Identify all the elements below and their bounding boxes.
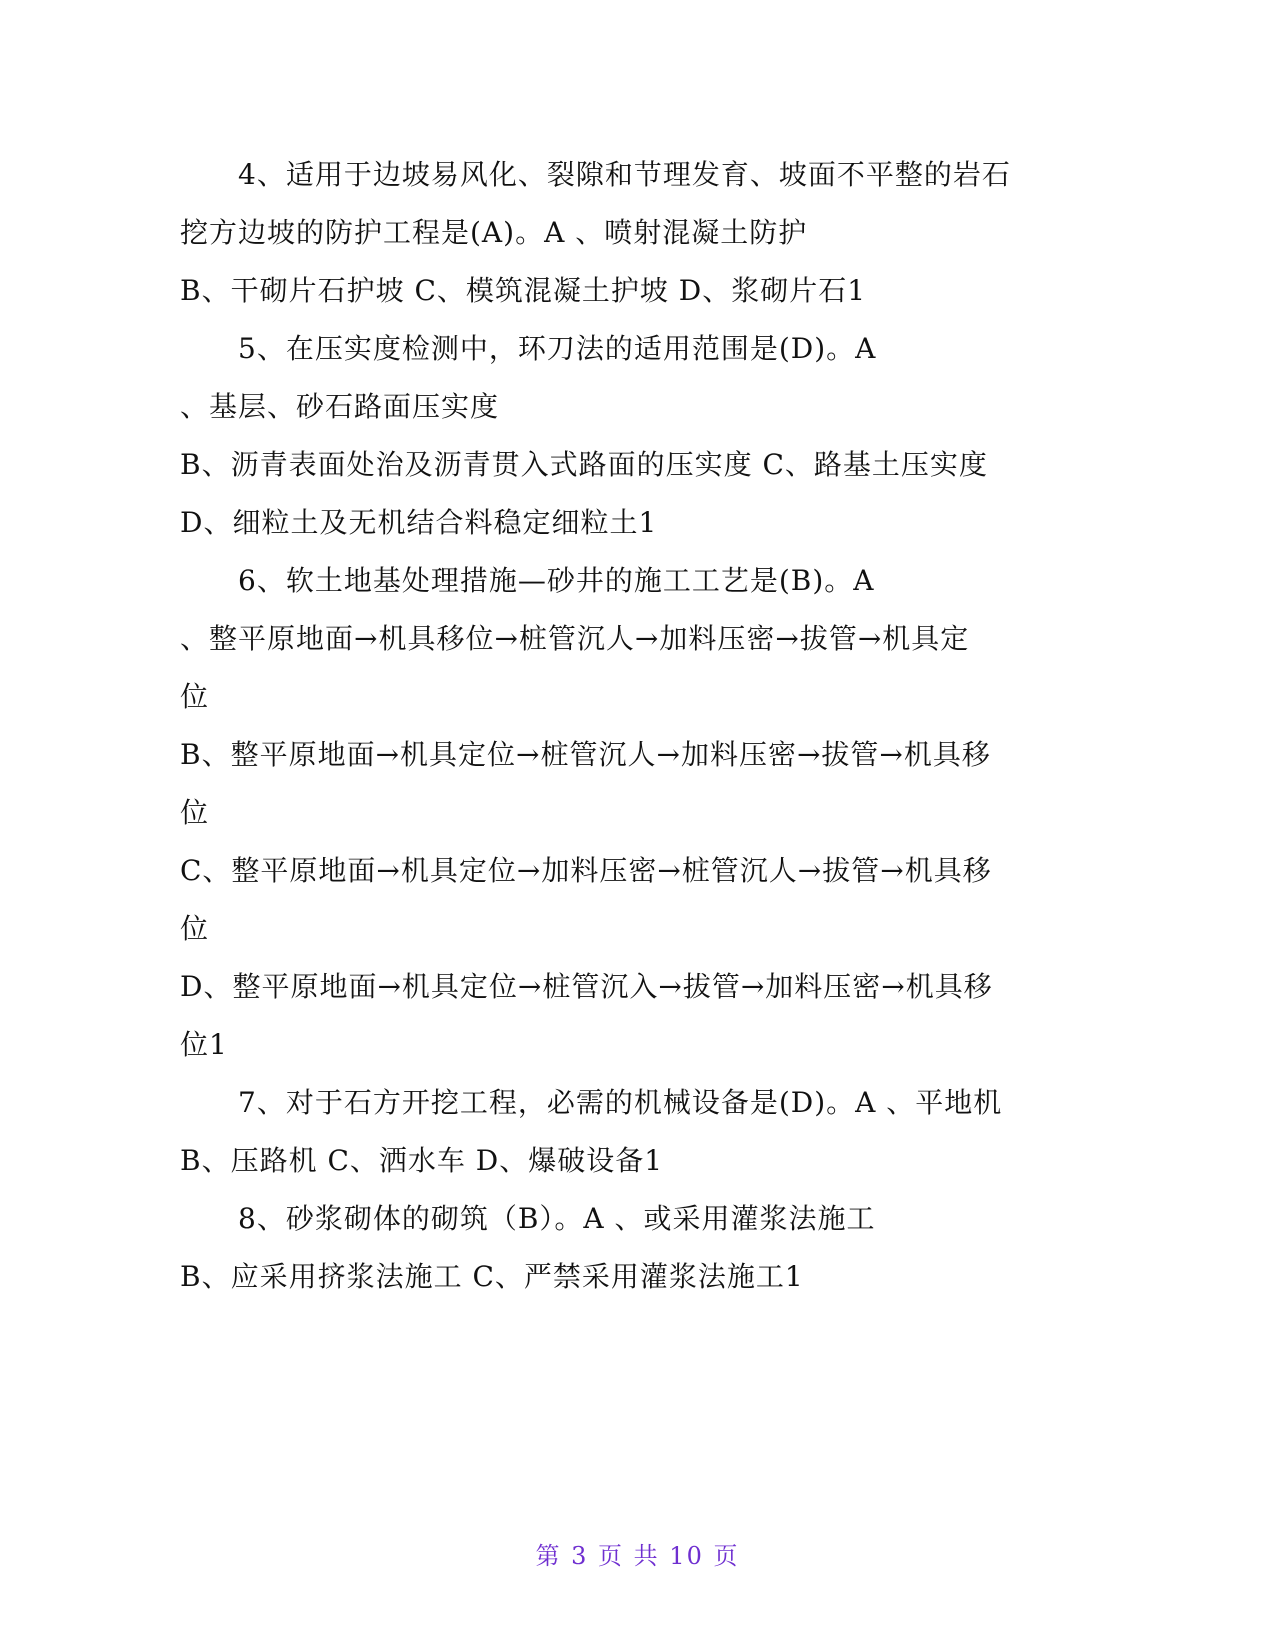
- question-6-option-b: B、整平原地面→机具定位→桩管沉人→加料压密→拔管→机具移: [180, 738, 991, 771]
- question-5-line-1: 5、在压实度检测中，环刀法的适用范围是(D)。A: [238, 332, 877, 365]
- question-4-options: B、干砌片石护坡 C、模筑混凝土护坡 D、浆砌片石1: [180, 274, 867, 307]
- question-4-line-2: 挖方边坡的防护工程是(A)。A 、喷射混凝土防护: [180, 216, 808, 249]
- question-8-options: B、应采用挤浆法施工 C、严禁采用灌浆法施工1: [180, 1260, 804, 1293]
- question-5-option-d: D、细粒土及无机结合料稳定细粒土1: [180, 506, 658, 539]
- question-4-line-1: 4、适用于边坡易风化、裂隙和节理发育、坡面不平整的岩石: [238, 158, 1011, 191]
- question-7-options: B、压路机 C、洒水车 D、爆破设备1: [180, 1144, 664, 1177]
- question-5-option-a: 、基层、砂石路面压实度: [180, 390, 500, 423]
- document-body: [180, 146, 1060, 1306]
- question-6-option-a: 、整平原地面→机具移位→桩管沉人→加料压密→拔管→机具定: [180, 622, 970, 655]
- question-6-option-c: C、整平原地面→机具定位→加料压密→桩管沉人→拔管→机具移: [180, 854, 992, 887]
- question-7-line-1: 7、对于石方开挖工程，必需的机械设备是(D)。A 、平地机: [238, 1086, 1003, 1119]
- question-8-line-1: 8、砂浆砌体的砌筑（B）。A 、或采用灌浆法施工: [238, 1202, 876, 1235]
- question-6-line-1: 6、软土地基处理措施—砂井的施工工艺是(B)。A: [238, 564, 875, 597]
- question-6-option-c-cont: 位: [180, 912, 210, 945]
- question-6-option-d: D、整平原地面→机具定位→桩管沉入→拔管→加料压密→机具移: [180, 970, 993, 1003]
- question-5-options-bc: B、沥青表面处治及沥青贯入式路面的压实度 C、路基土压实度: [180, 448, 988, 481]
- question-6-option-b-cont: 位: [180, 796, 210, 829]
- question-6-option-a-cont: 位: [180, 680, 210, 713]
- page-number-footer: 第 3 页 共 10 页: [535, 1542, 740, 1570]
- question-6-option-d-cont: 位1: [180, 1028, 228, 1061]
